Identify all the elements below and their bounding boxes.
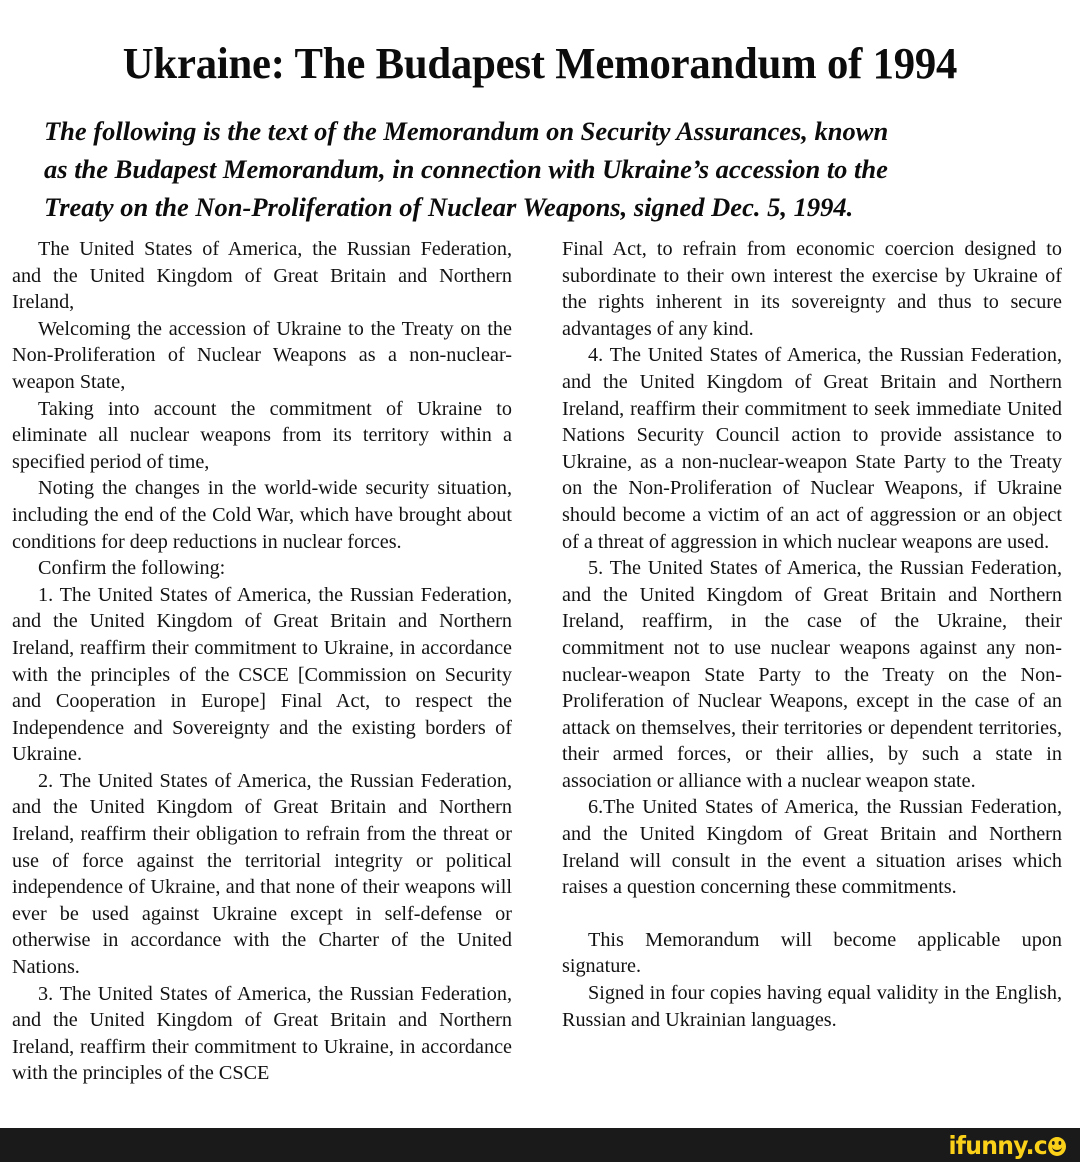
deck-line: The following is the text of the Memorandum on Security Assurances, known <box>44 116 889 146</box>
closing-paragraph-signature: Signed in four copies having equal validity in the English, Russian and Ukrainian languages. <box>562 982 1062 1031</box>
body-paragraph: Noting the changes in the world-wide security situation, including the end of the Cold War, which have brought about conditions for deep reductions in nuclear forces. <box>12 477 512 553</box>
ifunny-watermark-bar <box>0 1128 1080 1162</box>
deck-line: Treaty on the Non-Proliferation of Nuclear Weapons, signed Dec. 5, 1994. <box>44 192 854 222</box>
body-columns <box>0 236 1080 1126</box>
body-paragraph-item-3: 3. The United States of America, the Russian Federation, and the United Kingdom of Great Britain and Northern Ireland, reaffirm their commitment to Ukraine, in accordance with the principles of the CSCE <box>12 982 512 1085</box>
ifunny-logo <box>948 1130 1066 1160</box>
right-column <box>562 236 1062 1033</box>
body-paragraph-continuation: Final Act, to refrain from economic coercion designed to subordinate to their own interest the exercise by Ukraine of the rights inherent in its sovereignty and thus to secure advantages of any kind. <box>562 238 1062 340</box>
body-paragraph: Taking into account the commitment of Ukraine to eliminate all nuclear weapons from its territory within a specified period of time, <box>12 397 512 473</box>
body-paragraph: The United States of America, the Russian Federation, and the United Kingdom of Great Britain and Northern Ireland, <box>12 238 512 314</box>
left-column <box>12 236 512 1087</box>
article-deck <box>44 112 1050 226</box>
body-paragraph-item-1: 1. The United States of America, the Russian Federation, and the United Kingdom of Great Britain and Northern Ireland, reaffirm their commitment to Ukraine, in accordance with the principles of the CSCE [Commission on Security and Cooperation in Europe] Final Act, to respect the Independence and Sovereignty and the existing borders of Ukraine. <box>12 583 512 766</box>
body-paragraph-item-6: 6.The United States of America, the Russian Federation, and the United Kingdom of Great Britain and Northern Ireland will consult in the event a situation arises which raises a question concerning these commitments. <box>562 796 1062 899</box>
body-paragraph: Welcoming the accession of Ukraine to the Treaty on the Non-Proliferation of Nuclear Weapons as a non-nuclear-weapon State, <box>12 317 512 393</box>
smiley-face-icon <box>1048 1137 1066 1156</box>
deck-line: as the Budapest Memorandum, in connection with Ukraine’s accession to the <box>44 154 888 184</box>
body-paragraph-item-2: 2. The United States of America, the Russian Federation, and the United Kingdom of Great Britain and Northern Ireland, reaffirm their obligation to refrain from the threat or use of force against the territorial integrity or political independence of Ukraine, and that none of their weapons will ever be used against Ukraine except in self-defense or otherwise in accordance with the Charter of the United Nations. <box>12 769 512 979</box>
body-paragraph-item-5: 5. The United States of America, the Russian Federation, and the United Kingdom of Great Britain and Northern Ireland, reaffirm, in the case of the Ukraine, their commitment not to use nuclear weapons against any non-nuclear-weapon State Party to the Treaty on the Non-Proliferation of Nuclear Weapons, except in the case of an attack on themselves, their territories or dependent territories, their armed forces, or their allies, by such a state in association or alliance with a nuclear weapon state. <box>562 557 1062 792</box>
body-paragraph-item-4: 4. The United States of America, the Russian Federation, and the United Kingdom of Great Britain and Northern Ireland, reaffirm their commitment to seek immediate United Nations Security Council action to provide assistance to Ukraine, as a non-nuclear-weapon State Party to the Treaty on the Non-Proliferation of Nuclear Weapons, if Ukraine should become a victim of an act of aggression or an object of a threat of aggression in which nuclear weapons are used. <box>562 344 1062 553</box>
smiley-mouth <box>1052 1145 1062 1152</box>
closing-paragraph-applicability: This Memorandum will become applicable upon signature. <box>562 928 1062 978</box>
ifunny-logo-text: ifunny.c <box>948 1130 1048 1160</box>
page-title: Ukraine: The Budapest Memorandum of 1994 <box>122 39 958 89</box>
body-paragraph: Confirm the following: <box>38 557 226 580</box>
